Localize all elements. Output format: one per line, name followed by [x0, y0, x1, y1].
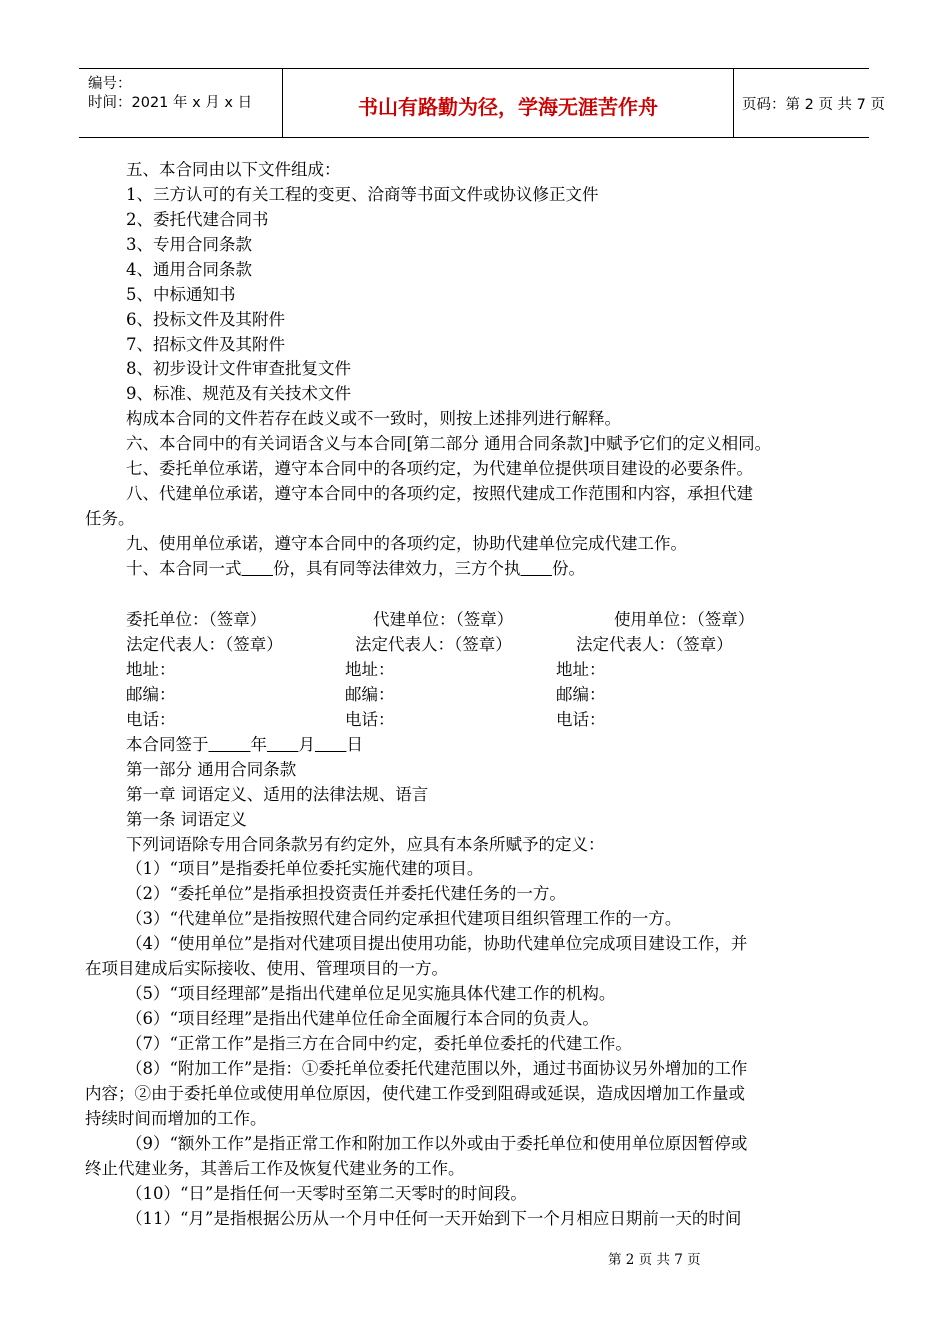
definition-line: （9）“额外工作”是指正常工作和附加工作以外或由于委托单位和使用单位原因暂停或 [126, 1134, 748, 1153]
definition-line: （3）“代建单位”是指按照代建合同约定承担代建项目组织管理工作的一方。 [126, 909, 682, 928]
copies-each-blank [520, 559, 551, 578]
definition-line: 终止代建业务，其善后工作及恢复代建业务的工作。 [85, 1159, 465, 1178]
chapter-title: 第一章 词语定义、适用的法律法规、语言 [126, 785, 429, 804]
phone-principal: 电话： [126, 710, 176, 729]
definition-line: （2）“委托单位”是指承担投资责任并委托代建任务的一方。 [126, 884, 566, 903]
text-line: 9、标准、规范及有关技术文件 [126, 384, 351, 403]
header-meta-cell [79, 69, 282, 137]
address-principal: 地址： [126, 660, 176, 679]
definition-line: （4）“使用单位”是指对代建项目提出使用功能，协助代建单位完成项目建设工作，并 [126, 934, 748, 953]
text-line: 七、委托单位承诺，遵守本合同中的各项约定，为代建单位提供项目建设的必要条件。 [126, 459, 753, 478]
header-page-number: 页码：第 2 页 共 7 页 [742, 97, 885, 113]
page-header [79, 68, 885, 138]
copies-line [126, 559, 585, 579]
address-agent: 地址： [345, 660, 395, 679]
definition-line: 内容；②由于委托单位或使用单位原因，使代建工作受到阻碍或延误，造成因增加工作量或 [85, 1084, 745, 1103]
text-line: 2、委托代建合同书 [126, 210, 269, 229]
text-line: 九、使用单位承诺，遵守本合同中的各项约定，协助代建单位完成代建工作。 [126, 534, 687, 553]
text-line: 八、代建单位承诺，遵守本合同中的各项约定，按照代建成工作范围和内容，承担代建 [126, 484, 753, 503]
definition-line: （1）“项目”是指委托单位委托实施代建的项目。 [126, 859, 484, 878]
definition-line: （8）“附加工作”是指：①委托单位委托代建范围以外，通过书面协议另外增加的工作 [126, 1059, 748, 1078]
part-title: 第一部分 通用合同条款 [126, 760, 297, 779]
definition-line: 持续时间而增加的工作。 [85, 1109, 267, 1128]
legal-rep-user: 法定代表人：（签章） [576, 635, 733, 654]
legal-rep-principal: 法定代表人：（签章） [126, 635, 283, 654]
header-motto: 书山有路勤为径，学海无涯苦作舟 [358, 95, 658, 119]
text-line: 1、三方认可的有关工程的变更、洽商等书面文件或协议修正文件 [126, 185, 599, 204]
document-number-label: 编号： [88, 76, 132, 92]
year-label: 年 [250, 735, 267, 754]
definition-intro: 下列词语除专用合同条款另有约定外，应具有本条所赋予的定义： [126, 835, 605, 854]
text-line: 任务。 [85, 509, 135, 528]
definition-line: （7）“正常工作”是指三方在合同中约定，委托单位委托的代建工作。 [126, 1034, 632, 1053]
postcode-agent: 邮编： [345, 685, 395, 704]
postcode-principal: 邮编： [126, 685, 176, 704]
text-line: 5、中标通知书 [126, 285, 236, 304]
text-line: 五、本合同由以下文件组成： [126, 160, 341, 179]
text-line: 构成本合同的文件若存在歧义或不一致时，则按上述排列进行解释。 [126, 409, 621, 428]
article-title: 第一条 词语定义 [126, 810, 247, 829]
signature-principal: 委托单位：（签章） [126, 610, 267, 629]
signature-user: 使用单位：（签章） [614, 610, 755, 629]
copies-text-2: 份，具有同等法律效力，三方个执 [272, 559, 521, 578]
definition-line: （11）“月”是指根据公历从一个月中任何一天开始到下一个月相应日期前一天的时间 [126, 1209, 742, 1228]
text-line: 6、投标文件及其附件 [126, 310, 285, 329]
text-line: 六、本合同中的有关词语含义与本合同[第二部分 通用合同条款]中赋予它们的定义相同。 [126, 434, 772, 453]
phone-user: 电话： [556, 710, 606, 729]
postcode-user: 邮编： [556, 685, 606, 704]
signed-date-line [126, 735, 363, 755]
header-page-cell [733, 69, 885, 137]
year-blank [209, 735, 251, 754]
month-blank [267, 735, 298, 754]
month-label: 月 [298, 735, 315, 754]
address-user: 地址： [556, 660, 606, 679]
definition-line: （6）“项目经理”是指出代建单位任命全面履行本合同的负责人。 [126, 1009, 599, 1028]
text-line: 8、初步设计文件审查批复文件 [126, 359, 351, 378]
day-blank [315, 735, 346, 754]
page-footer: 第 2 页 共 7 页 [608, 1252, 701, 1268]
copies-blank [242, 559, 273, 578]
signature-agent: 代建单位：（签章） [373, 610, 514, 629]
header-motto-cell [282, 69, 734, 137]
copies-text-3: 份。 [551, 559, 585, 578]
text-line: 7、招标文件及其附件 [126, 335, 285, 354]
definition-line: （10）“日”是指任何一天零时至第二天零时的时间段。 [126, 1184, 527, 1203]
document-date-label: 时间：2021 年 x 月 x 日 [88, 95, 253, 111]
legal-rep-agent: 法定代表人：（签章） [355, 635, 512, 654]
signed-date-prefix: 本合同签于 [126, 735, 209, 754]
text-line: 4、通用合同条款 [126, 260, 252, 279]
definition-line: （5）“项目经理部”是指出代建单位足见实施具体代建工作的机构。 [126, 984, 616, 1003]
definition-line: 在项目建成后实际接收、使用、管理项目的一方。 [85, 959, 448, 978]
day-label: 日 [346, 735, 363, 754]
text-line: 3、专用合同条款 [126, 235, 252, 254]
phone-agent: 电话： [345, 710, 395, 729]
copies-text-1: 十、本合同一式 [126, 559, 242, 578]
